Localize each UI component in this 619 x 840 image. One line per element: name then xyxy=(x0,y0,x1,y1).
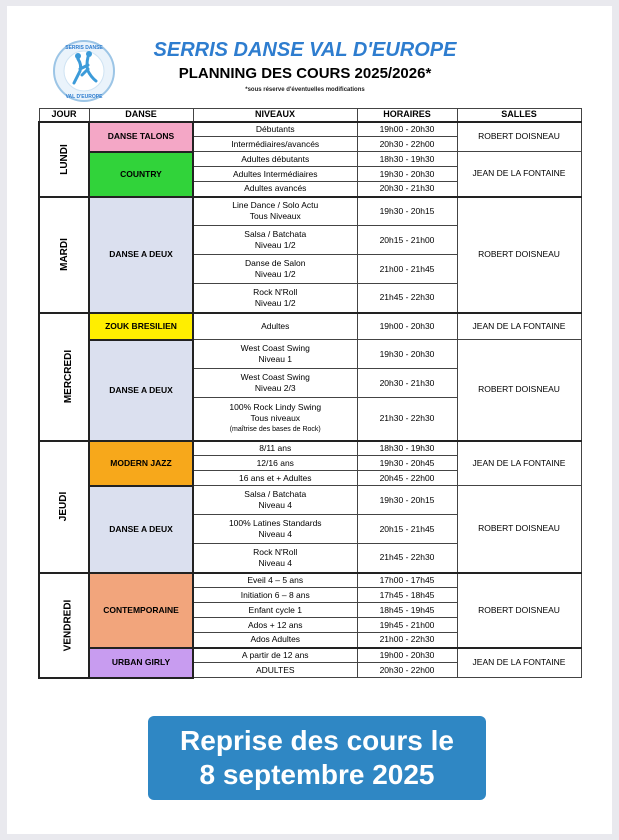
dance-cell: COUNTRY xyxy=(89,152,193,197)
level-cell: 8/11 ans xyxy=(193,441,357,456)
time-cell: 17h00 - 17h45 xyxy=(357,573,457,588)
level-cell: Initiation 6 – 8 ans xyxy=(193,588,357,603)
svg-text:VAL D'EUROPE: VAL D'EUROPE xyxy=(65,94,103,100)
dance-cell: CONTEMPORAINE xyxy=(89,573,193,648)
level-cell: Danse de Salon Niveau 1/2 xyxy=(193,255,357,284)
table-row xyxy=(39,648,581,663)
banner-line-1: Reprise des cours le xyxy=(180,725,454,756)
table-row xyxy=(39,313,581,340)
table-row xyxy=(39,573,581,588)
time-cell: 20h30 - 21h30 xyxy=(357,369,457,398)
column-header-salles: SALLES xyxy=(457,109,581,122)
level-cell: Enfant cycle 1 xyxy=(193,603,357,618)
day-cell-lundi: LUNDI xyxy=(39,122,89,197)
dance-cell: ZOUK BRESILIEN xyxy=(89,313,193,340)
level-cell: Adultes débutants xyxy=(193,152,357,167)
table-row xyxy=(39,152,581,167)
dance-cell: MODERN JAZZ xyxy=(89,441,193,486)
day-cell-jeudi: JEUDI xyxy=(39,441,89,573)
level-cell: Débutants xyxy=(193,122,357,137)
dance-cell: DANSE A DEUX xyxy=(89,340,193,441)
time-cell: 19h00 - 20h30 xyxy=(357,313,457,340)
level-cell: Adultes Intermédiaires xyxy=(193,167,357,182)
level-cell: 12/16 ans xyxy=(193,456,357,471)
room-cell: ROBERT DOISNEAU xyxy=(457,573,581,648)
time-cell: 20h30 - 22h00 xyxy=(357,137,457,152)
time-cell: 21h30 - 22h30 xyxy=(357,398,457,441)
room-cell: ROBERT DOISNEAU xyxy=(457,197,581,313)
banner-line-2: 8 septembre 2025 xyxy=(199,759,435,790)
time-cell: 18h45 - 19h45 xyxy=(357,603,457,618)
level-cell: A partir de 12 ans xyxy=(193,648,357,663)
level-cell: Adultes xyxy=(193,313,357,340)
day-cell-mardi: MARDI xyxy=(39,197,89,313)
club-logo xyxy=(52,39,116,103)
time-cell: 19h30 - 20h30 xyxy=(357,167,457,182)
time-cell: 20h30 - 21h30 xyxy=(357,182,457,197)
dance-cell: DANSE A DEUX xyxy=(89,486,193,573)
room-cell: JEAN DE LA FONTAINE xyxy=(457,313,581,340)
time-cell: 18h30 - 19h30 xyxy=(357,441,457,456)
level-cell: Rock N'Roll Niveau 1/2 xyxy=(193,284,357,313)
room-cell: JEAN DE LA FONTAINE xyxy=(457,648,581,678)
table-row xyxy=(39,340,581,369)
time-cell: 19h30 - 20h45 xyxy=(357,456,457,471)
time-cell: 20h45 - 22h00 xyxy=(357,471,457,486)
level-cell: Intermédiaires/avancés xyxy=(193,137,357,152)
disclaimer-note: *sous réserve d'éventuelles modifications xyxy=(245,87,365,93)
dance-cell: DANSE A DEUX xyxy=(89,197,193,313)
room-cell: ROBERT DOISNEAU xyxy=(457,122,581,152)
column-header-danse: DANSE xyxy=(89,109,193,122)
time-cell: 19h00 - 20h30 xyxy=(357,122,457,137)
level-cell: 100% Latines Standards Niveau 4 xyxy=(193,515,357,544)
level-cell: Adultes avancés xyxy=(193,182,357,197)
svg-text:SERRIS DANSE: SERRIS DANSE xyxy=(65,45,103,51)
time-cell: 19h00 - 20h30 xyxy=(357,648,457,663)
time-cell: 21h00 - 22h30 xyxy=(357,633,457,648)
room-cell: JEAN DE LA FONTAINE xyxy=(457,152,581,197)
table-row xyxy=(39,441,581,456)
level-cell: ADULTES xyxy=(193,663,357,678)
time-cell: 18h30 - 19h30 xyxy=(357,152,457,167)
level-cell: Ados Adultes xyxy=(193,633,357,648)
time-cell: 21h45 - 22h30 xyxy=(357,544,457,573)
time-cell: 21h00 - 21h45 xyxy=(357,255,457,284)
level-cell: 100% Rock Lindy Swing Tous niveaux (maîtrise des bases de Rock) xyxy=(193,398,357,441)
time-cell: 19h30 - 20h30 xyxy=(357,340,457,369)
room-cell: ROBERT DOISNEAU xyxy=(457,340,581,441)
level-cell: Salsa / Batchata Niveau 1/2 xyxy=(193,226,357,255)
time-cell: 20h30 - 22h00 xyxy=(357,663,457,678)
room-cell: JEAN DE LA FONTAINE xyxy=(457,441,581,486)
time-cell: 19h30 - 20h15 xyxy=(357,486,457,515)
level-cell: Eveil 4 – 5 ans xyxy=(193,573,357,588)
level-cell: West Coast Swing Niveau 2/3 xyxy=(193,369,357,398)
page-title: SERRIS DANSE VAL D'EUROPE xyxy=(153,39,457,61)
time-cell: 19h30 - 20h15 xyxy=(357,197,457,226)
page-subtitle: PLANNING DES COURS 2025/2026* xyxy=(178,65,432,82)
level-cell: 16 ans et + Adultes xyxy=(193,471,357,486)
dance-cell: DANSE TALONS xyxy=(89,122,193,152)
room-cell: ROBERT DOISNEAU xyxy=(457,486,581,573)
dance-cell: URBAN GIRLY xyxy=(89,648,193,678)
level-cell: Rock N'Roll Niveau 4 xyxy=(193,544,357,573)
time-cell: 19h45 - 21h00 xyxy=(357,618,457,633)
level-cell: West Coast Swing Niveau 1 xyxy=(193,340,357,369)
level-cell: Ados + 12 ans xyxy=(193,618,357,633)
column-header-horaires: HORAIRES xyxy=(357,109,457,122)
time-cell: 20h15 - 21h00 xyxy=(357,226,457,255)
level-cell: Line Dance / Solo Actu Tous Niveaux xyxy=(193,197,357,226)
column-header-jour: JOUR xyxy=(39,109,89,122)
time-cell: 20h15 - 21h45 xyxy=(357,515,457,544)
level-cell: Salsa / Batchata Niveau 4 xyxy=(193,486,357,515)
day-cell-mercredi: MERCREDI xyxy=(39,313,89,441)
time-cell: 17h45 - 18h45 xyxy=(357,588,457,603)
table-header-row xyxy=(39,109,581,122)
reprise-banner xyxy=(148,716,486,800)
day-cell-vendredi: VENDREDI xyxy=(39,573,89,678)
table-row xyxy=(39,486,581,515)
schedule-table xyxy=(38,108,582,679)
column-header-niveaux: NIVEAUX xyxy=(193,109,357,122)
table-row xyxy=(39,122,581,137)
time-cell: 21h45 - 22h30 xyxy=(357,284,457,313)
table-row xyxy=(39,197,581,226)
